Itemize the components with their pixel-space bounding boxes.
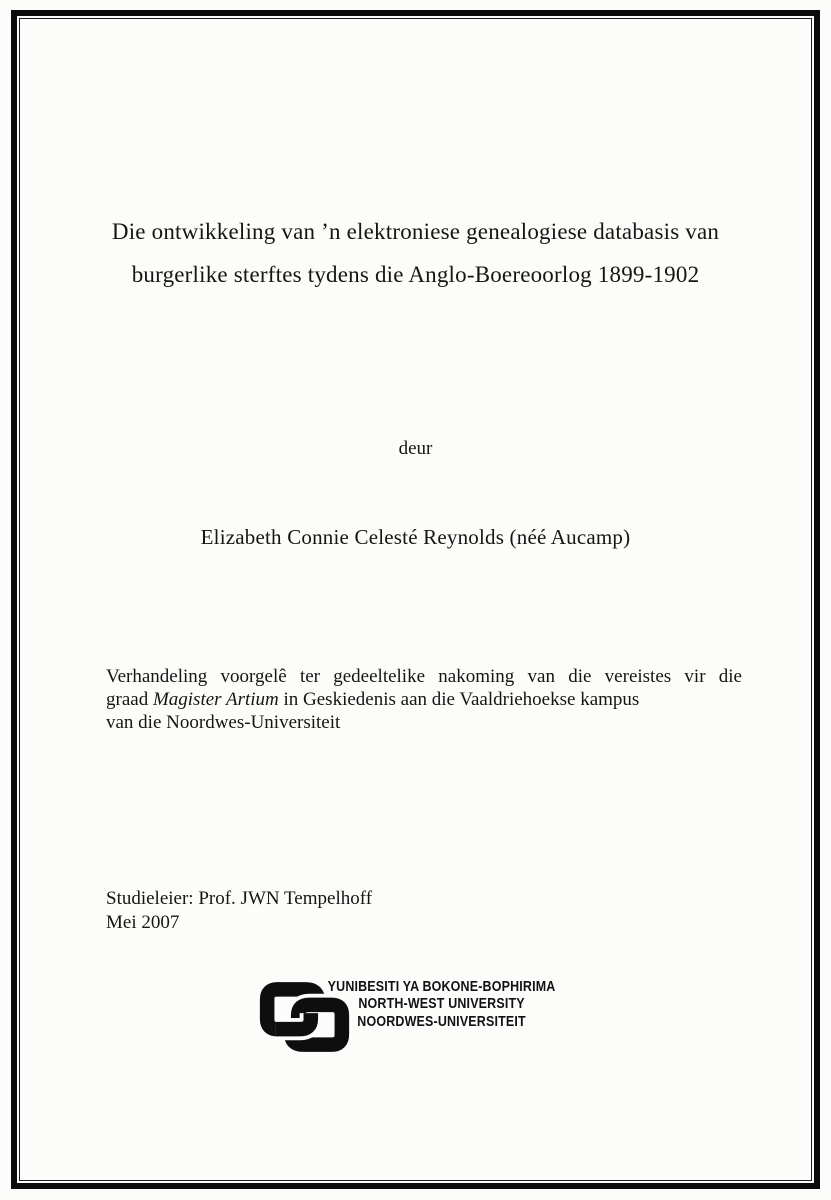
degree-statement-line2-prefix: graad: [106, 689, 153, 710]
degree-statement-line3: van die Noordwes-Universiteit: [106, 712, 341, 733]
degree-statement-line1: Verhandeling voorgelê ter gedeeltelike nakoming van die vereistes vir die: [106, 666, 742, 687]
thesis-title-line2: burgerlike sterftes tydens die Anglo-Boereoorlog 1899-1902: [131, 262, 700, 287]
degree-statement-line2-suffix: in Geskiedenis aan die Vaaldriehoekse kampus: [278, 689, 640, 710]
logo-text-afrikaans: NOORDWES-UNIVERSITEIT: [357, 1013, 526, 1030]
byline-label: deur: [398, 438, 433, 459]
thesis-title: [40, 210, 791, 296]
thesis-title-line1: Die ontwikkeling van ’n elektroniese genealogiese databasis van: [111, 219, 720, 244]
supervisor-block: [106, 887, 372, 935]
page-frame-outer: [11, 10, 820, 1189]
logo-text-setswana: YUNIBESITI YA BOKONE-BOPHIRIMA: [327, 979, 556, 995]
supervisor-line: Studieleier: Prof. JWN Tempelhoff: [106, 888, 373, 909]
degree-statement: [106, 665, 742, 734]
degree-statement-line2: [106, 688, 742, 711]
degree-name-italic: Magister Artium: [152, 689, 279, 710]
logo-text-english: NORTH-WEST UNIVERSITY: [358, 996, 525, 1013]
page-frame-inner: [19, 18, 812, 1181]
date-line: Mei 2007: [106, 912, 180, 933]
author-name: Elizabeth Connie Celesté Reynolds (néé Aucamp): [200, 525, 631, 549]
